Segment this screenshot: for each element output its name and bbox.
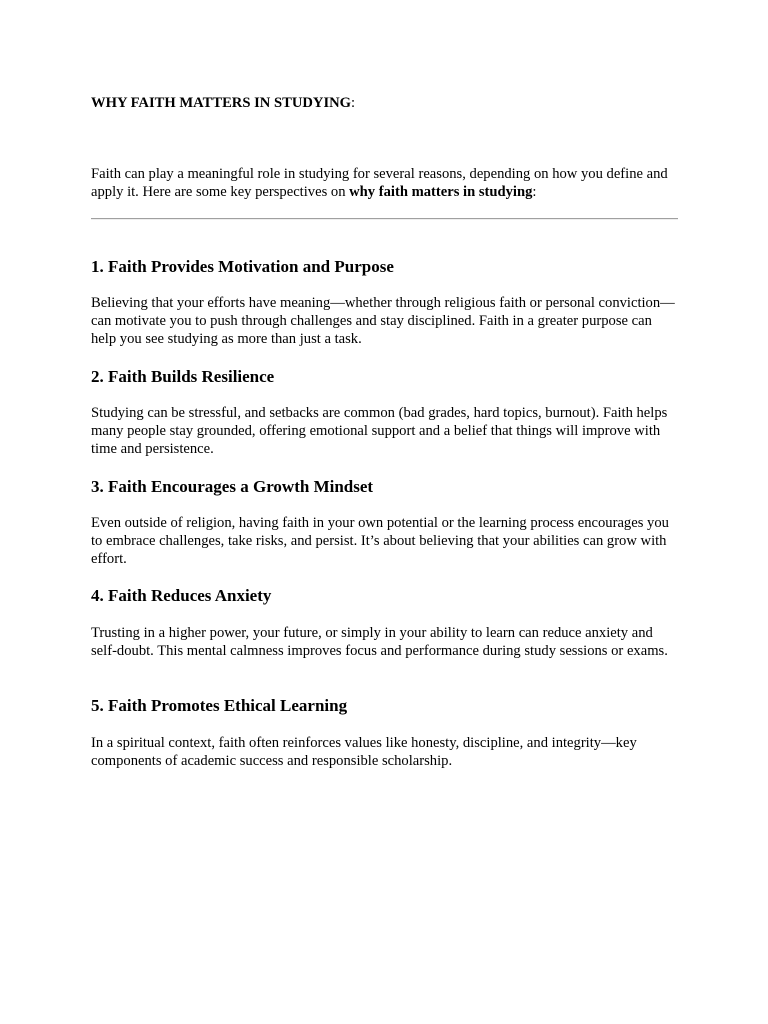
- section-heading: 5. Faith Promotes Ethical Learning: [91, 696, 348, 715]
- section-body: Trusting in a higher power, your future, or simply in your ability to learn can reduce anxiety and self-doubt. This mental calmness improves focus and performance during study sessions or exams.: [91, 625, 668, 659]
- section-heading: 4. Faith Reduces Anxiety: [91, 586, 272, 605]
- section-heading: 3. Faith Encourages a Growth Mindset: [91, 477, 374, 496]
- section-heading: 1. Faith Provides Motivation and Purpose: [91, 257, 394, 276]
- intro-paragraph: [91, 165, 679, 201]
- document-title-text: WHY FAITH MATTERS IN STUDYING: [91, 95, 352, 111]
- intro-suffix: :: [532, 184, 537, 200]
- document-title-suffix: :: [351, 95, 356, 111]
- section-body: Believing that your efforts have meaning—whether through religious faith or personal conviction—can motivate you to push through challenges and stay disciplined. Faith in a greater purpose can help you see studying as more than just a task.: [91, 295, 675, 347]
- section-heading: 2. Faith Builds Resilience: [91, 367, 275, 386]
- intro-text: Faith can play a meaningful role in studying for several reasons, depending on how you define and apply it. Here are some key perspectives on: [91, 166, 668, 200]
- section-body: In a spiritual context, faith often reinforces values like honesty, discipline, and integrity—key components of academic success and responsible scholarship.: [91, 735, 637, 769]
- section-body: Studying can be stressful, and setbacks are common (bad grades, hard topics, burnout). Faith helps many people stay grounded, offering emotional support and a belief that things will improve with time and persistence.: [91, 405, 668, 457]
- horizontal-rule: [91, 218, 678, 220]
- document-title: [91, 94, 355, 112]
- intro-bold-text: why faith matters in studying: [349, 184, 533, 200]
- section-body: Even outside of religion, having faith in your own potential or the learning process encourages you to embrace challenges, take risks, and persist. It’s about believing that your abilities can grow with effort.: [91, 515, 669, 567]
